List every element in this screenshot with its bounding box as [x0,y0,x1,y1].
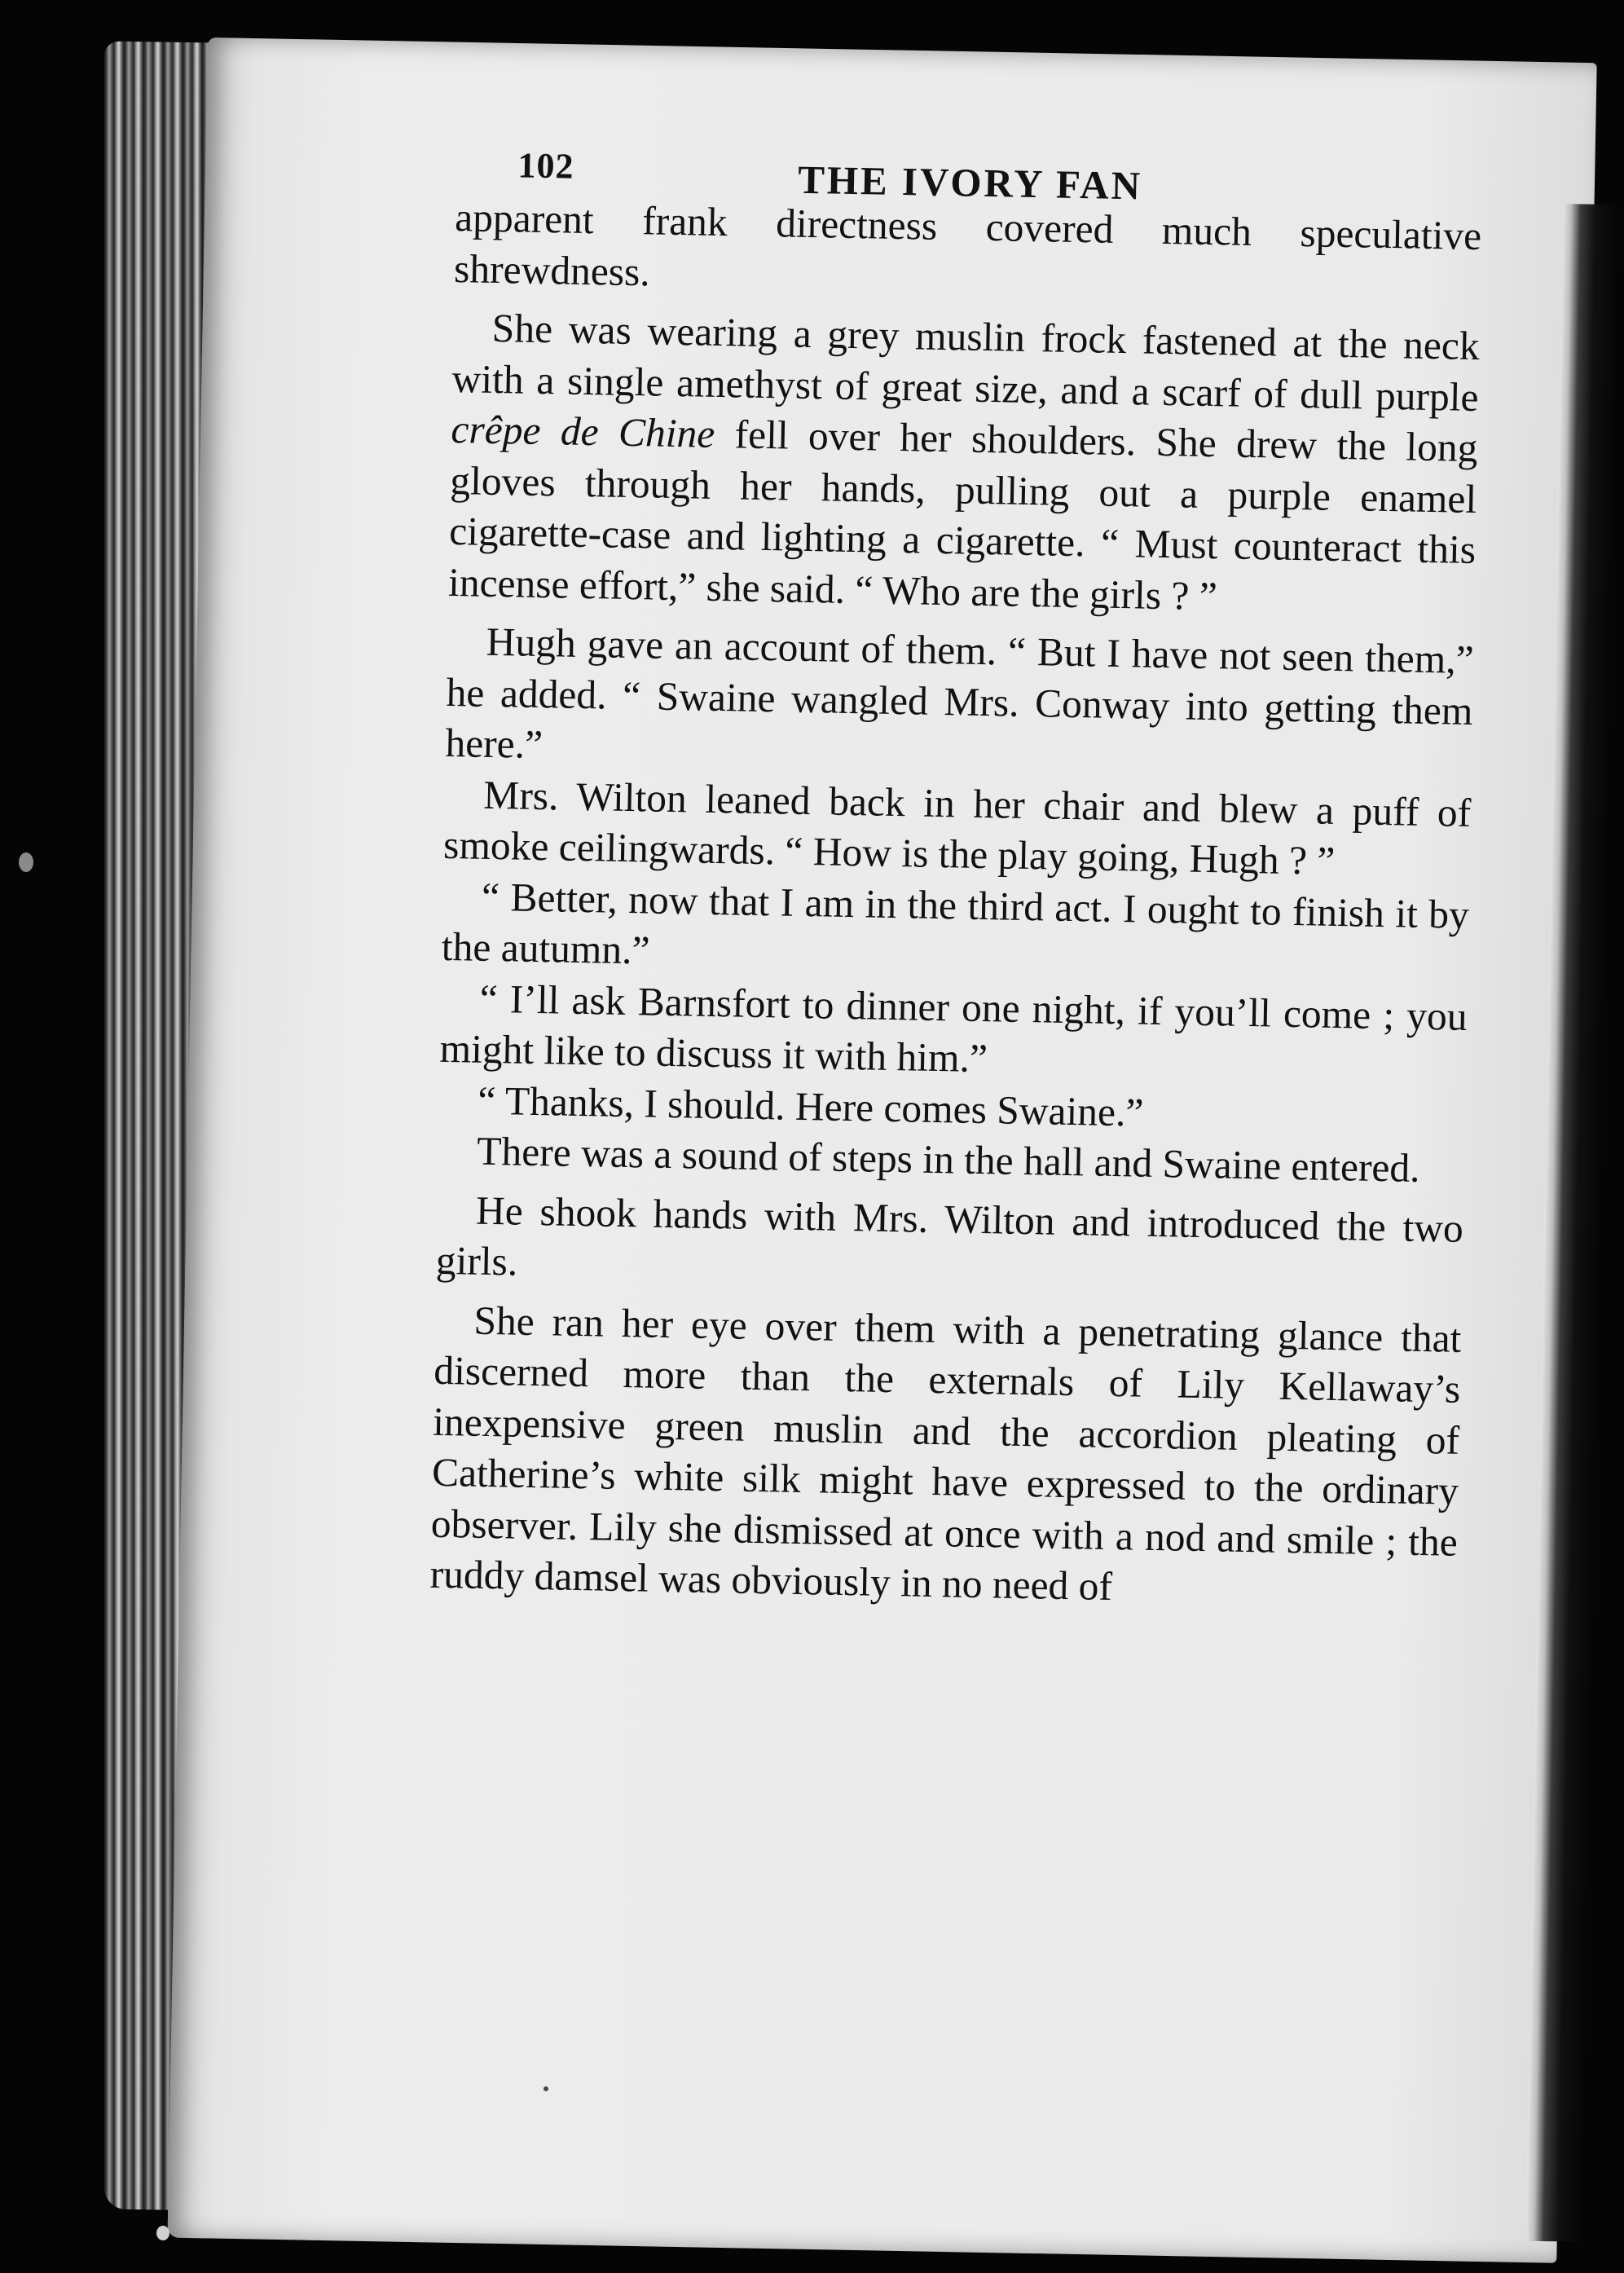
paragraph-4: Mrs. Wilton leaned back in her chair and blew a puff of smoke ceilingwards. “ How is the play going, Hugh ? ” [442,772,1472,883]
paragraph-9: He shook hands with Mrs. Wilton and introduced the two girls. [435,1187,1464,1284]
paragraph-2-italic: crêpe de Chine [451,406,715,456]
paragraph-1: apparent frank directness covered much speculative shrewdness. [453,194,1482,294]
paragraph-2 [448,302,1481,627]
page-number: 102 [517,145,574,187]
paragraph-10: She ran her eye over them with a penetrating glance that discerned more than the externals of Lily Kellaway’s inexpensive green muslin and the accordion pleating of Catherine’s white silk might have expressed to the ordinary observer. Lily she dismissed at once with a nod and smile ; the ruddy damsel was obviously in no need of [429,1297,1462,1610]
paragraph-8: There was a sound of steps in the hall and Swaine entered. [476,1128,1421,1191]
paragraph-2-text-a: She was wearing a grey muslin frock fastened at the neck with a single amethyst of great size, and a scarf of dull purple [451,305,1481,420]
paragraph-3: Hugh gave an account of them. “ But I have not seen them,” he added. “ Swaine wangled Mrs. Conway into getting them here.” [445,619,1475,768]
paragraph-2-text-b: fell over her shoulders. She drew the long gloves through her hands, pulling out a purple enamel cigarette-case and lighting a cigarette. “ Must counteract this incense effort,” she said. “ Who are the girls ? ” [447,411,1478,619]
page-content [429,143,1483,1619]
book-title: THE IVORY FAN [797,156,1143,209]
paragraph-7: “ Thanks, I should. Here comes Swaine.” [477,1077,1144,1135]
paragraph-6: “ I’ll ask Barnsfort to dinner one night, if you’ll come ; you might like to discuss it with him.” [439,976,1468,1081]
paragraph-5: “ Better, now that I am in the third act. I ought to finish it by the autumn.” [441,874,1470,973]
